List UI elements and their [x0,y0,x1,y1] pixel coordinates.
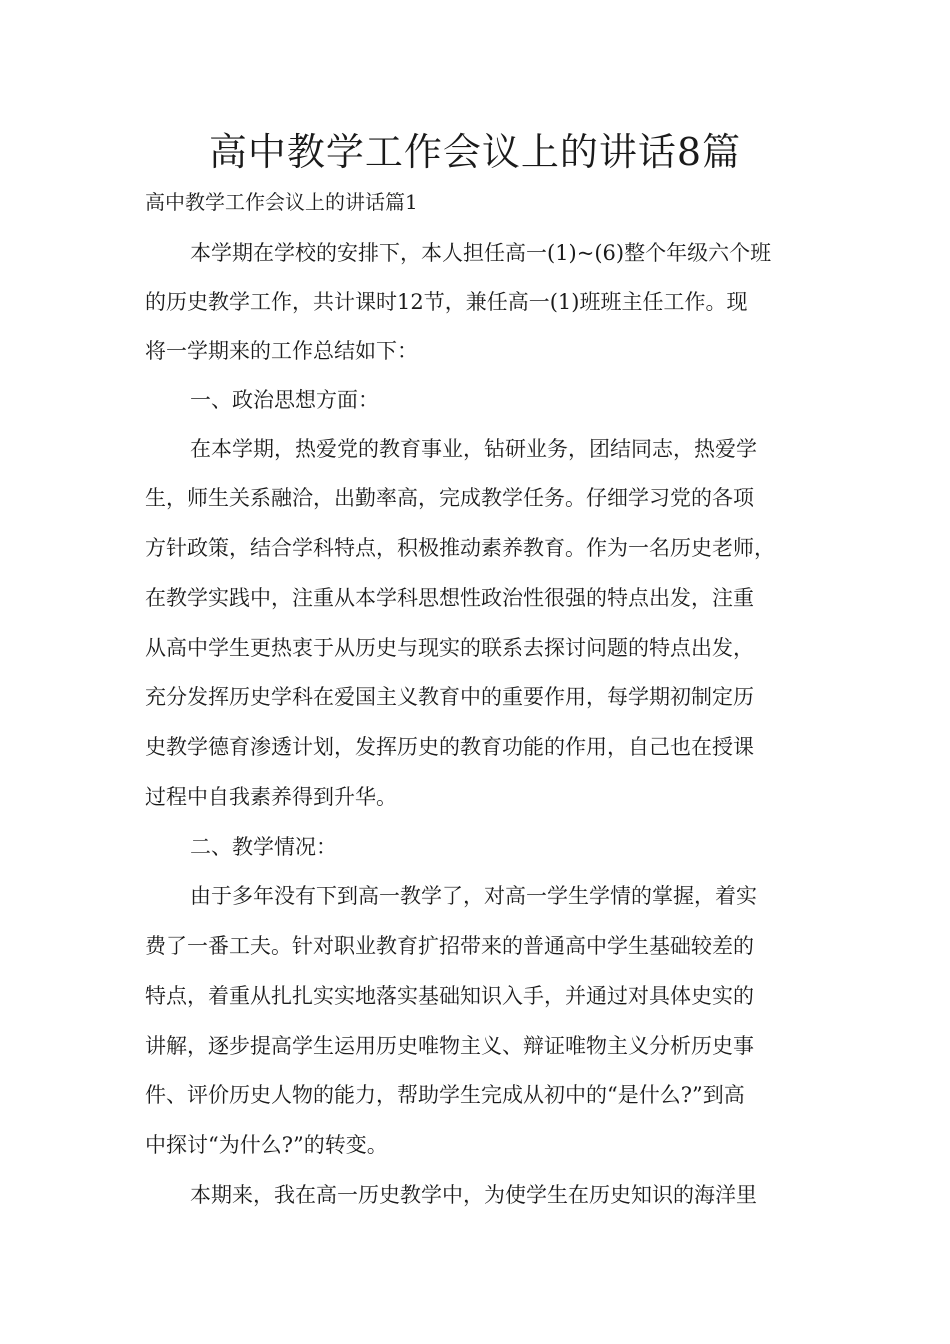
text-line: 从高中学生更热衷于从历史与现实的联系去探讨问题的特点出发， [145,636,754,660]
text-line: 方针政策，结合学科特点，积极推动素养教育。作为一名历史老师， [145,536,775,560]
section-subtitle: 高中教学工作会议上的讲话篇1 [145,190,418,214]
text-line: 将一学期来的工作总结如下： [145,339,418,363]
text-line: 件、评价历史人物的能力，帮助学生完成从初中的“是什么?”到高 [145,1083,745,1107]
text-line: 由于多年没有下到高一教学了，对高一学生学情的掌握，着实 [190,884,757,908]
document-title: 高中教学工作会议上的讲话8篇 [208,130,742,174]
text-line: 史教学德育渗透计划，发挥历史的教育功能的作用，自己也在授课 [145,735,754,759]
text-line: 生，师生关系融洽，出勤率高，完成教学任务。仔细学习党的各项 [145,486,754,510]
text-line: 在教学实践中，注重从本学科思想性政治性很强的特点出发，注重 [145,586,754,610]
section-heading: 一、政治思想方面： [190,388,379,412]
text-line: 中探讨“为什么?”的转变。 [145,1133,388,1157]
text-line: 过程中自我素养得到升华。 [145,785,397,809]
text-line: 充分发挥历史学科在爱国主义教育中的重要作用，每学期初制定历 [145,685,754,709]
text-line: 特点，着重从扎扎实实地落实基础知识入手，并通过对具体史实的 [145,984,754,1008]
text-line: 本学期在学校的安排下，本人担任高一(1)~(6)整个年级六个班 [190,241,772,265]
text-line: 本期来，我在高一历史教学中，为使学生在历史知识的海洋里 [190,1183,757,1207]
text-line: 的历史教学工作，共计课时12节，兼任高一(1)班班主任工作。现 [145,290,748,314]
text-line: 费了一番工夫。针对职业教育扩招带来的普通高中学生基础较差的 [145,934,754,958]
text-line: 讲解，逐步提高学生运用历史唯物主义、辩证唯物主义分析历史事 [145,1034,754,1058]
section-heading: 二、教学情况： [190,835,337,859]
text-line: 在本学期，热爱党的教育事业，钻研业务，团结同志，热爱学 [190,437,757,461]
